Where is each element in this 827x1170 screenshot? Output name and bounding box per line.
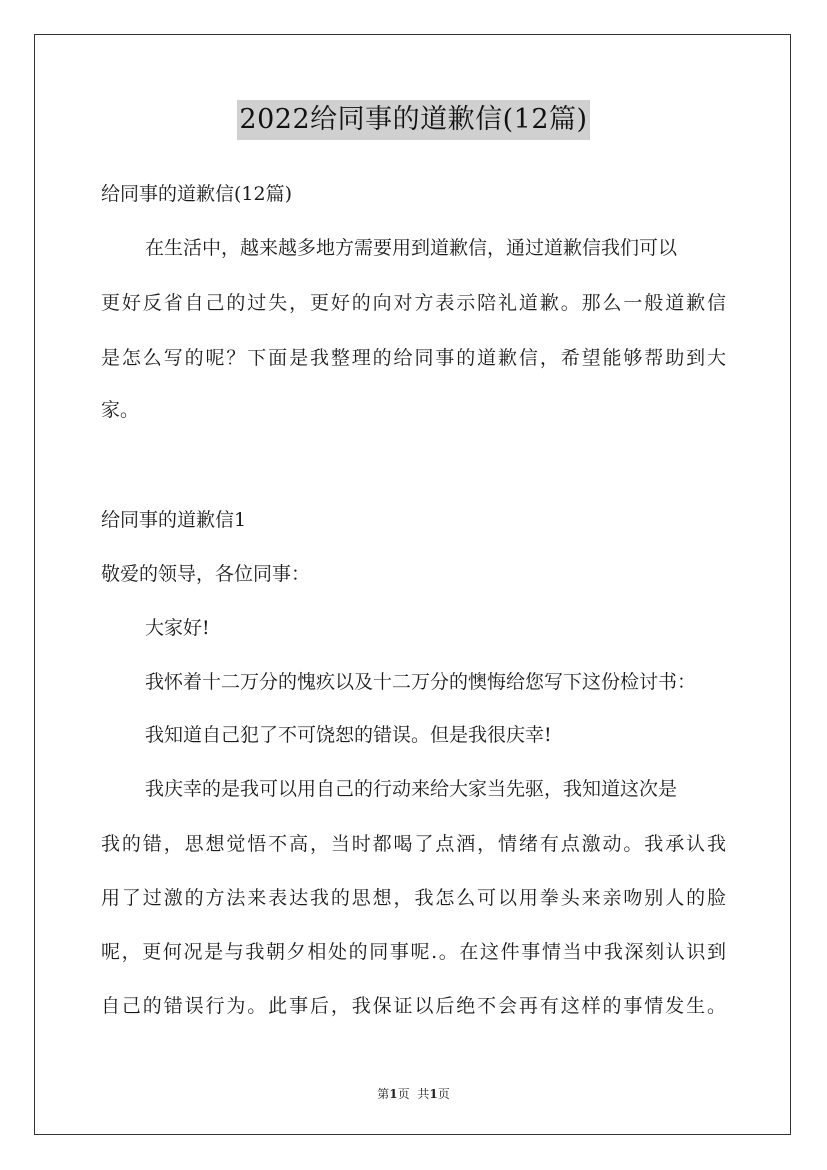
page-suffix: 页 (397, 1087, 410, 1101)
intro-line-4: 家。 (101, 399, 140, 421)
intro-line-2: 更好反省自己的过失，更好的向对方表示陪礼道歉。那么一般道歉信 (101, 292, 726, 314)
total-pages: 1 (429, 1087, 438, 1101)
paragraph-3-line-1: 我庆幸的是我可以用自己的行动来给大家当先驱，我知道这次是 (145, 778, 678, 800)
paragraph-3-line-3: 用了过激的方法来表达我的思想，我怎么可以用拳头来亲吻别人的脸 (101, 887, 726, 909)
subtitle: 给同事的道歉信(12篇) (101, 183, 293, 205)
document-title: 2022给同事的道歉信(12篇) (237, 100, 589, 140)
intro-line-3: 是怎么写的呢？下面是我整理的给同事的道歉信，希望能够帮助到大 (101, 347, 726, 369)
paragraph-2: 我知道自己犯了不可饶恕的错误。但是我很庆幸! (145, 724, 552, 746)
total-suffix: 页 (437, 1087, 450, 1101)
paragraph-1: 我怀着十二万分的愧疚以及十二万分的懊悔给您写下这份检讨书： (145, 671, 697, 693)
section-heading: 给同事的道歉信1 (101, 509, 247, 531)
salutation: 敬爱的领导，各位同事： (101, 563, 311, 585)
page-footer (0, 1085, 827, 1102)
paragraph-3-line-4: 呢，更何况是与我朝夕相处的同事呢.。在这件事情当中我深刻认识到 (101, 941, 726, 963)
title-container (0, 100, 827, 140)
paragraph-3-line-2: 我的错，思想觉悟不高，当时都喝了点酒，情绪有点激动。我承认我 (101, 833, 726, 855)
paragraph-3-line-5: 自己的错误行为。此事后，我保证以后绝不会再有这样的事情发生。 (101, 995, 726, 1017)
page-prefix: 第 (377, 1087, 390, 1101)
total-prefix: 共 (417, 1087, 430, 1101)
greeting: 大家好! (145, 617, 210, 639)
page-number: 1 (389, 1087, 398, 1101)
intro-line-1: 在生活中，越来越多地方需要用到道歉信，通过道歉信我们可以 (145, 237, 678, 259)
